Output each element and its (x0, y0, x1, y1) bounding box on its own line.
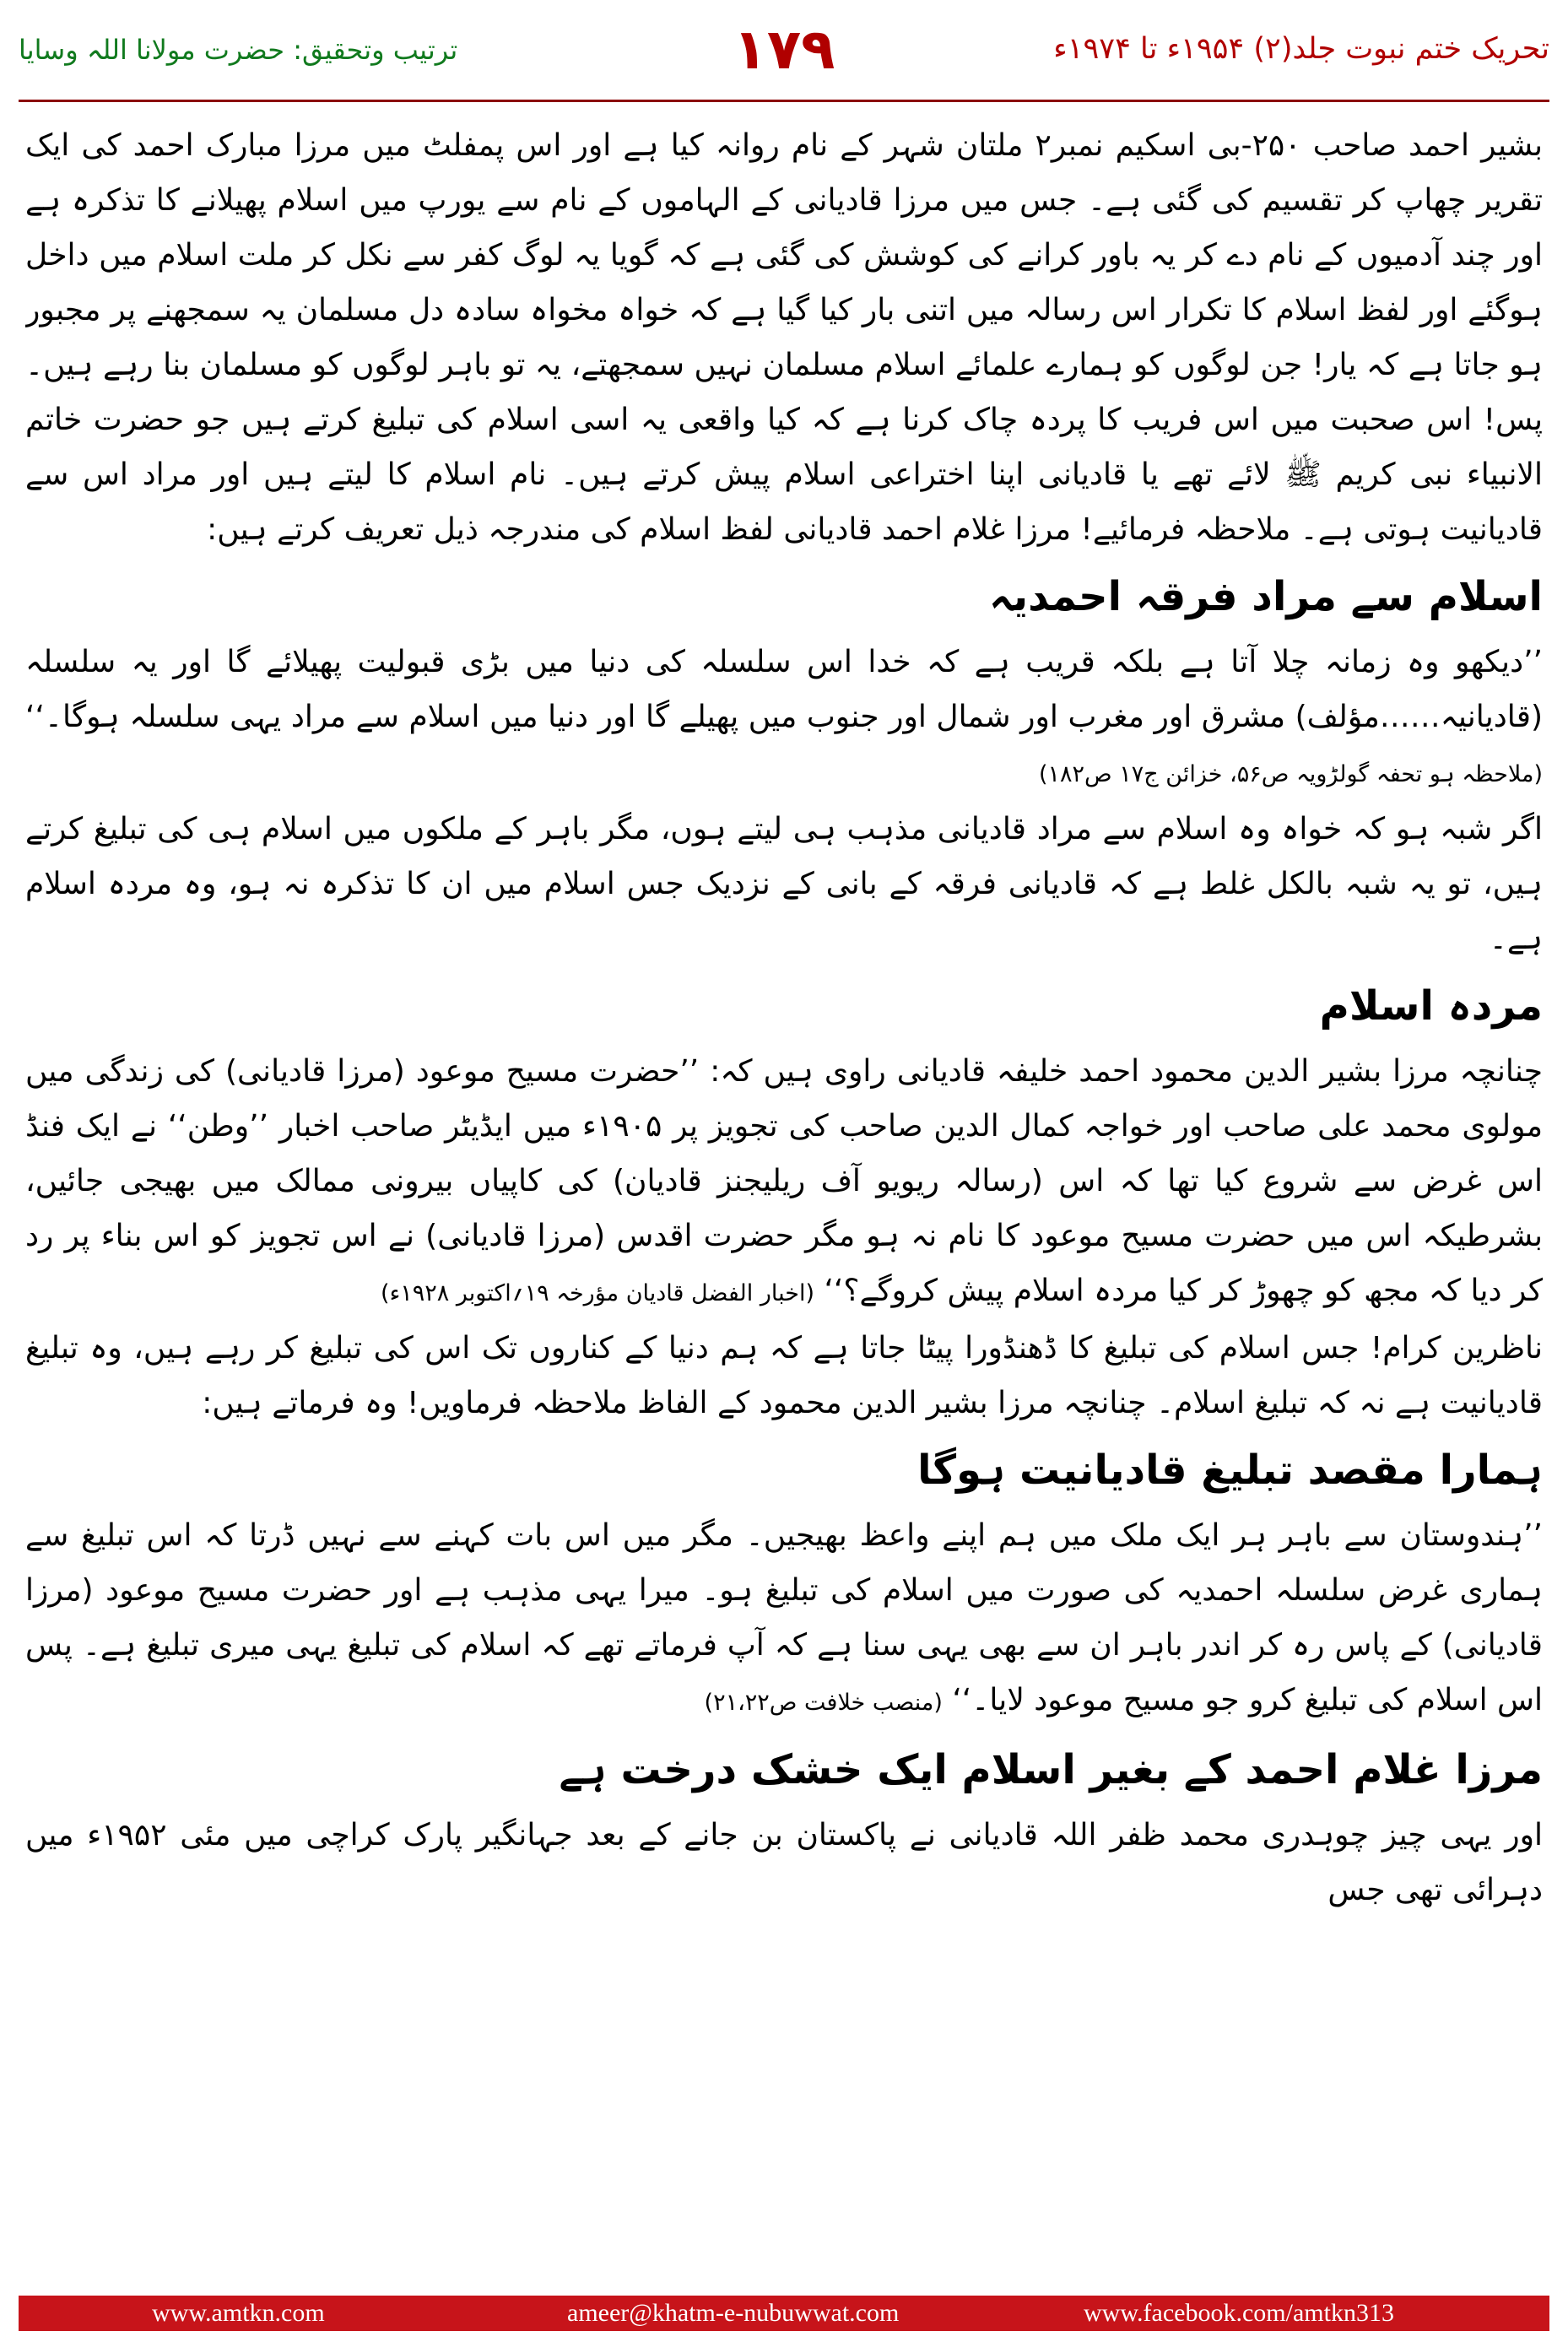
paragraph-doubt: اگر شبہ ہو کہ خواہ وہ اسلام سے مراد قادیانی مذہب ہی لیتے ہوں، مگر باہر کے ملکوں میں اسلام ہی کی تبلیغ کرتے ہیں، تو یہ شبہ بالکل غلط ہے کہ قادیانی فرقہ کے بانی کے نزدیک جس اسلام میں ان کا تذکرہ نہ ہو، وہ مردہ اسلام ہے۔ (25, 812, 1543, 956)
citation-tohfa-golarwiya: (ملاحظہ ہو تحفہ گولڑویہ ص۵۶، خزائن ج۱۷ ص۱۸۲) (1038, 761, 1543, 787)
quote-mansab-khilafat (25, 1508, 1543, 1730)
quote-tohfa-golarwiya (25, 635, 1543, 802)
footer-website-link[interactable]: www.amtkn.com (152, 2299, 325, 2327)
footer-bar (19, 2296, 1549, 2331)
quote-text: ’’دیکھو وہ زمانہ چلا آتا ہے بلکہ قریب ہے کہ خدا اس سلسلہ کی دنیا میں بڑی قبولیت پھیلائے گا اور یہ سلسلہ (قادیانیہ……مؤلف) مشرق اور مغرب اور شمال اور جنوب میں پھیلے گا اور دنیا میں اسلام سے مراد یہی سلسلہ ہوگا۔‘‘ (25, 645, 1543, 734)
heading-dead-islam: مردہ اسلام (1319, 982, 1543, 1030)
heading-islam-means-ahmadiyya: اسلام سے مراد فرقہ احمدیہ (988, 573, 1543, 620)
paragraph-readers: ناظرین کرام! جس اسلام کی تبلیغ کا ڈھنڈورا پیٹا جاتا ہے کہ ہم دنیا کے کناروں تک اس کی تبلیغ کر رہے ہیں، وہ تبلیغ قادیانیت ہے نہ کہ تبلیغ اسلام۔ چنانچہ مرزا بشیر الدین محمود کے الفاظ ملاحظہ فرماویں! وہ فرماتے ہیں: (25, 1331, 1543, 1420)
page-number: ۱۷۹ (733, 17, 835, 82)
paragraph-review-of-religions (25, 1044, 1543, 1321)
header-divider (19, 100, 1549, 102)
heading-dry-tree: مرزا غلام احمد کے بغیر اسلام ایک خشک درخت ہے (559, 1746, 1543, 1793)
citation-mansab-khilafat: (منصب خلافت ص۲۱،۲۲) (704, 1690, 943, 1716)
page-header (0, 0, 1568, 103)
page-body (25, 118, 1543, 2279)
book-title: تحریک ختم نبوت جلد(۲) ۱۹۵۴ء تا ۱۹۷۴ء (1053, 32, 1549, 66)
heading-our-aim: ہمارا مقصد تبلیغ قادیانیت ہوگا (917, 1447, 1543, 1494)
footer-email-link[interactable]: ameer@khatm-e-nubuwwat.com (567, 2299, 900, 2327)
paragraph-zafrullah: اور یہی چیز چوہدری محمد ظفر اللہ قادیانی نے پاکستان بن جانے کے بعد جہانگیر پارک کراچی میں مئی ۱۹۵۲ء میں دہرائی تھی جس (25, 1818, 1543, 1907)
paragraph-intro: بشیر احمد صاحب ۲۵۰-بی اسکیم نمبر۲ ملتان شہر کے نام روانہ کیا ہے اور اس پمفلٹ میں مرزا مبارک احمد کی ایک تقریر چھاپ کر تقسیم کی گئی ہے۔ جس میں مرزا قادیانی کے الہاموں کے نام سے یورپ میں اسلام پھیلانے کا تذکرہ ہے اور چند آدمیوں کے نام دے کر یہ باور کرانے کی کوشش کی گئی ہے کہ گویا یہ لوگ کفر سے نکل کر ملت اسلام میں داخل ہوگئے اور لفظ اسلام کا تکرار اس رسالہ میں اتنی بار کیا گیا ہے کہ خواہ مخواہ سادہ دل مسلمان یہ سمجھنے پر مجبور ہو جاتا ہے کہ یار! جن لوگوں کو ہمارے علمائے اسلام مسلمان نہیں سمجھتے، یہ تو باہر لوگوں کو مسلمان بنا رہے ہیں۔ پس! اس صحبت میں اس فریب کا پردہ چاک کرنا ہے کہ کیا واقعی یہ اسی اسلام کی تبلیغ کرتے ہیں جو حضرت خاتم الانبیاء نبی کریم ﷺ لائے تھے یا قادیانی اپنا اختراعی اسلام پیش کرتے ہیں۔ نام اسلام کا لیتے ہیں اور مراد اس سے قادیانیت ہوتی ہے۔ ملاحظہ فرمائیے! مرزا غلام احمد قادیانی لفظ اسلام کی مندرجہ ذیل تعریف کرتے ہیں: (25, 128, 1543, 547)
citation-al-fazl: (اخبار الفضل قادیان مؤرخہ ۱۹؍اکتوبر ۱۹۲۸ء) (381, 1280, 814, 1306)
footer-facebook-link[interactable]: www.facebook.com/amtkn313 (1084, 2299, 1394, 2327)
compiler-credit: ترتیب وتحقیق: حضرت مولانا اللہ وسایا (19, 34, 458, 66)
quote-text: ’’ہندوستان سے باہر ہر ایک ملک میں ہم اپنے واعظ بھیجیں۔ مگر میں اس بات کہنے سے نہیں ڈرتا کہ اس تبلیغ سے ہماری غرض سلسلہ احمدیہ کی صورت میں اسلام کی تبلیغ ہو۔ میرا یہی مذہب ہے اور حضرت مسیح موعود (مرزا قادیانی) کے پاس رہ کر اندر باہر ان سے بھی یہی سنا ہے کہ آپ فرماتے تھے کہ اسلام کی تبلیغ یہی میری تبلیغ ہے۔ پس اس اسلام کی تبلیغ کرو جو مسیح موعود لایا۔‘‘ (25, 1518, 1543, 1717)
quote-text: چنانچہ مرزا بشیر الدین محمود احمد خلیفہ قادیانی راوی ہیں کہ: ’’حضرت مسیح موعود (مرزا قادیانی) کی زندگی میں مولوی محمد علی صاحب اور خواجہ کمال الدین صاحب کی تجویز پر ۱۹۰۵ء میں ایڈیٹر صاحب اخبار ’’وطن‘‘ نے ایک فنڈ اس غرض سے شروع کیا تھا کہ اس (رسالہ ریویو آف ریلیجنز قادیان) کی کاپیاں بیرونی ممالک میں بھیجی جائیں، بشرطیکہ اس میں حضرت مسیح موعود کا نام نہ ہو مگر حضرت اقدس (مرزا قادیانی) نے اس تجویز کو اس بناء پر رد کر دیا کہ مجھ کو چھوڑ کر کیا مردہ اسلام پیش کروگے؟‘‘ (25, 1054, 1543, 1308)
